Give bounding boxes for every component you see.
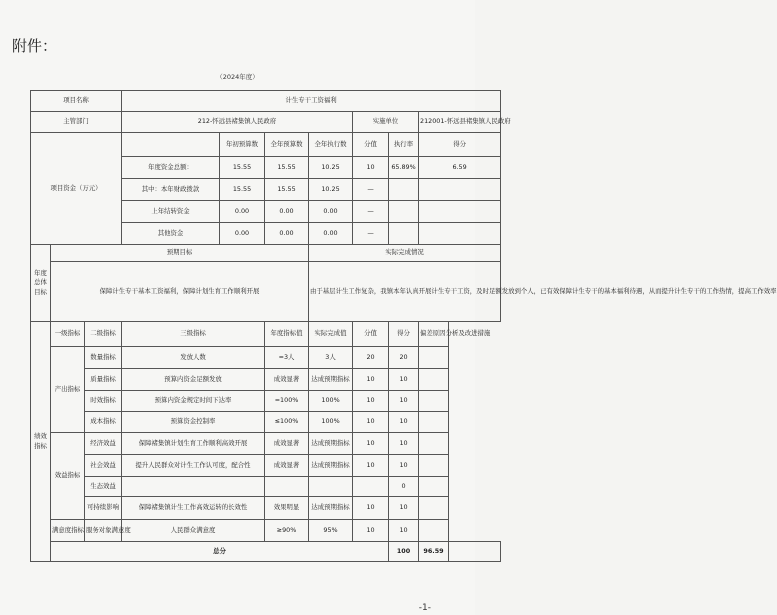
header-actual: 实际完成值 xyxy=(309,322,353,347)
header-level1: 一级指标 xyxy=(51,322,85,347)
indicator-row xyxy=(31,347,501,369)
indicator-actual xyxy=(309,477,353,497)
indicator-actual: 100% xyxy=(309,391,353,412)
indicator-level3: 预算内资金规定时间下达率 xyxy=(122,391,265,412)
funds-row-label: 上年结转资金 xyxy=(122,201,220,223)
funds-row-label: 年度资金总额： xyxy=(122,157,220,179)
header-target: 年度指标值 xyxy=(265,322,309,347)
indicator-score: 10 xyxy=(353,520,389,542)
total-score: 100 xyxy=(389,542,419,562)
actual-completion-header: 实际完成情况 xyxy=(309,245,501,262)
performance-header-row xyxy=(31,322,501,347)
indicator-actual: 95% xyxy=(309,520,353,542)
indicator-got: 10 xyxy=(389,520,419,542)
funds-row-label: 其中：本年财政拨款 xyxy=(122,179,220,201)
funds-got-score xyxy=(419,179,501,201)
funds-score: — xyxy=(353,223,389,245)
funds-got-score xyxy=(419,201,501,223)
indicator-reason xyxy=(419,391,449,412)
indicator-level2: 可持续影响 xyxy=(85,497,122,520)
indicator-level2: 质量指标 xyxy=(85,369,122,391)
funds-exec-rate xyxy=(389,179,419,201)
funds-full-year: 15.55 xyxy=(265,157,309,179)
satisfaction-indicator-label: 满意度指标 xyxy=(51,520,85,542)
header-executed: 全年执行数 xyxy=(309,133,353,157)
indicator-target: 成效显著 xyxy=(265,369,309,391)
indicator-row xyxy=(31,477,501,497)
header-score: 分值 xyxy=(353,133,389,157)
header-level3: 三级指标 xyxy=(122,322,265,347)
indicator-got: 10 xyxy=(389,369,419,391)
implementing-unit-value: 212001-怀远县褚集镇人民政府 xyxy=(419,112,501,133)
indicator-reason xyxy=(419,433,449,455)
indicator-reason xyxy=(419,497,449,520)
project-name-label: 项目名称 xyxy=(31,91,122,112)
funds-row-label: 其他资金 xyxy=(122,223,220,245)
indicator-reason xyxy=(419,412,449,433)
year-label: （2024年度） xyxy=(216,73,259,81)
funds-executed: 0.00 xyxy=(309,201,353,223)
indicator-target: ≤100% xyxy=(265,412,309,433)
project-name-value: 计生专干工资福利 xyxy=(122,91,501,112)
header-perf-score: 分值 xyxy=(353,322,389,347)
indicator-level3: 保障褚集镇计生工作高效运转的长效性 xyxy=(122,497,265,520)
header-full-year-budget: 全年预算数 xyxy=(265,133,309,157)
funds-initial: 0.00 xyxy=(220,201,265,223)
indicator-level2: 经济效益 xyxy=(85,433,122,455)
indicator-score: 10 xyxy=(353,433,389,455)
header-perf-got: 得分 xyxy=(389,322,419,347)
department-value: 212-怀远县褚集镇人民政府 xyxy=(122,112,353,133)
indicator-target: 效果明显 xyxy=(265,497,309,520)
performance-table xyxy=(30,90,777,562)
funds-exec-rate: 65.89% xyxy=(389,157,419,179)
indicator-reason xyxy=(419,455,449,477)
funds-full-year: 0.00 xyxy=(265,223,309,245)
funds-header-row xyxy=(31,133,501,157)
indicator-reason xyxy=(419,477,449,497)
funds-initial: 15.55 xyxy=(220,157,265,179)
indicator-reason xyxy=(419,347,449,369)
indicator-row xyxy=(31,391,501,412)
indicator-row xyxy=(31,369,501,391)
indicator-target: ≥90% xyxy=(265,520,309,542)
indicator-score xyxy=(353,477,389,497)
indicator-row xyxy=(31,433,501,455)
funds-executed: 10.25 xyxy=(309,157,353,179)
header-initial-budget: 年初预算数 xyxy=(220,133,265,157)
funds-score: — xyxy=(353,179,389,201)
funds-initial: 0.00 xyxy=(220,223,265,245)
department-label: 主管部门 xyxy=(31,112,122,133)
indicator-level2: 成本指标 xyxy=(85,412,122,433)
total-label: 总分 xyxy=(51,542,389,562)
indicator-score: 10 xyxy=(353,455,389,477)
performance-section-label: 绩效指标 xyxy=(31,322,51,562)
department-row xyxy=(31,112,501,133)
indicator-got: 10 xyxy=(389,412,419,433)
indicator-actual: 3人 xyxy=(309,347,353,369)
indicator-score: 10 xyxy=(353,369,389,391)
expected-goal-text: 保障计生专干基本工资福利，保障计划生育工作顺利开展 xyxy=(51,262,309,322)
funds-got-score: 6.59 xyxy=(419,157,501,179)
funds-exec-rate xyxy=(389,223,419,245)
indicator-level2: 数量指标 xyxy=(85,347,122,369)
goals-header-row xyxy=(31,245,501,262)
indicator-row xyxy=(31,455,501,477)
indicator-got: 0 xyxy=(389,477,419,497)
implementing-unit-label: 实施单位 xyxy=(353,112,419,133)
indicator-target: 成效显著 xyxy=(265,455,309,477)
indicator-actual: 达成预期指标 xyxy=(309,369,353,391)
indicator-target: =100% xyxy=(265,391,309,412)
funds-section-label: 项目资金（万元） xyxy=(31,133,122,245)
funds-score: 10 xyxy=(353,157,389,179)
goals-section-label: 年度总体目标 xyxy=(31,245,51,322)
indicator-level3: 人民群众满意度 xyxy=(122,520,265,542)
attachment-heading: 附件： xyxy=(12,37,58,55)
indicator-row xyxy=(31,497,501,520)
indicator-target: 成效显著 xyxy=(265,433,309,455)
funds-got-score xyxy=(419,223,501,245)
total-reason xyxy=(449,542,501,562)
indicator-level2: 生态效益 xyxy=(85,477,122,497)
indicator-got: 10 xyxy=(389,391,419,412)
indicator-score: 10 xyxy=(353,497,389,520)
benefit-indicator-label: 效益指标 xyxy=(51,433,85,520)
indicator-actual: 达成预期指标 xyxy=(309,433,353,455)
header-got-score: 得分 xyxy=(419,133,501,157)
indicator-level3: 发放人数 xyxy=(122,347,265,369)
funds-full-year: 0.00 xyxy=(265,201,309,223)
indicator-reason xyxy=(419,520,449,542)
indicator-score: 10 xyxy=(353,412,389,433)
indicator-got: 20 xyxy=(389,347,419,369)
indicator-level3: 提升人民群众对计生工作认可度，配合性 xyxy=(122,455,265,477)
goals-content-row xyxy=(31,262,501,322)
expected-goal-header: 预期目标 xyxy=(51,245,309,262)
indicator-got: 10 xyxy=(389,433,419,455)
page-number: -1- xyxy=(418,603,431,613)
project-name-row xyxy=(31,91,501,112)
header-level2: 二级指标 xyxy=(85,322,122,347)
indicator-score: 10 xyxy=(353,391,389,412)
funds-header-spacer xyxy=(122,133,220,157)
indicator-got: 10 xyxy=(389,455,419,477)
indicator-actual: 100% xyxy=(309,412,353,433)
indicator-reason xyxy=(419,369,449,391)
indicator-actual: 达成预期指标 xyxy=(309,497,353,520)
indicator-level2: 服务对象满意度 xyxy=(85,520,122,542)
funds-full-year: 15.55 xyxy=(265,179,309,201)
indicator-target: =3人 xyxy=(265,347,309,369)
total-row xyxy=(31,542,501,562)
actual-completion-text: 由于基层计生工作复杂，我镇本年认真开展计生专干工资，及时足额发放到个人，已有效保障计生专干的基本福利待遇，从而提升计生专干的工作热情，提高工作效率 xyxy=(309,262,501,322)
funds-score: — xyxy=(353,201,389,223)
header-reason: 偏差原因分析及改进措施 xyxy=(419,322,449,347)
indicator-level3: 保障褚集镇计划生育工作顺利高效开展 xyxy=(122,433,265,455)
funds-exec-rate xyxy=(389,201,419,223)
indicator-target xyxy=(265,477,309,497)
indicator-level3 xyxy=(122,477,265,497)
funds-initial: 15.55 xyxy=(220,179,265,201)
total-got: 96.59 xyxy=(419,542,449,562)
indicator-level2: 时效指标 xyxy=(85,391,122,412)
indicator-score: 20 xyxy=(353,347,389,369)
indicator-level3: 预算内资金足额发放 xyxy=(122,369,265,391)
funds-executed: 10.25 xyxy=(309,179,353,201)
indicator-level2: 社会效益 xyxy=(85,455,122,477)
header-exec-rate: 执行率 xyxy=(389,133,419,157)
output-indicator-label: 产出指标 xyxy=(51,347,85,433)
indicator-row xyxy=(31,520,501,542)
indicator-actual: 达成预期指标 xyxy=(309,455,353,477)
funds-executed: 0.00 xyxy=(309,223,353,245)
indicator-got: 10 xyxy=(389,497,419,520)
indicator-row xyxy=(31,412,501,433)
indicator-level3: 预算资金控制率 xyxy=(122,412,265,433)
